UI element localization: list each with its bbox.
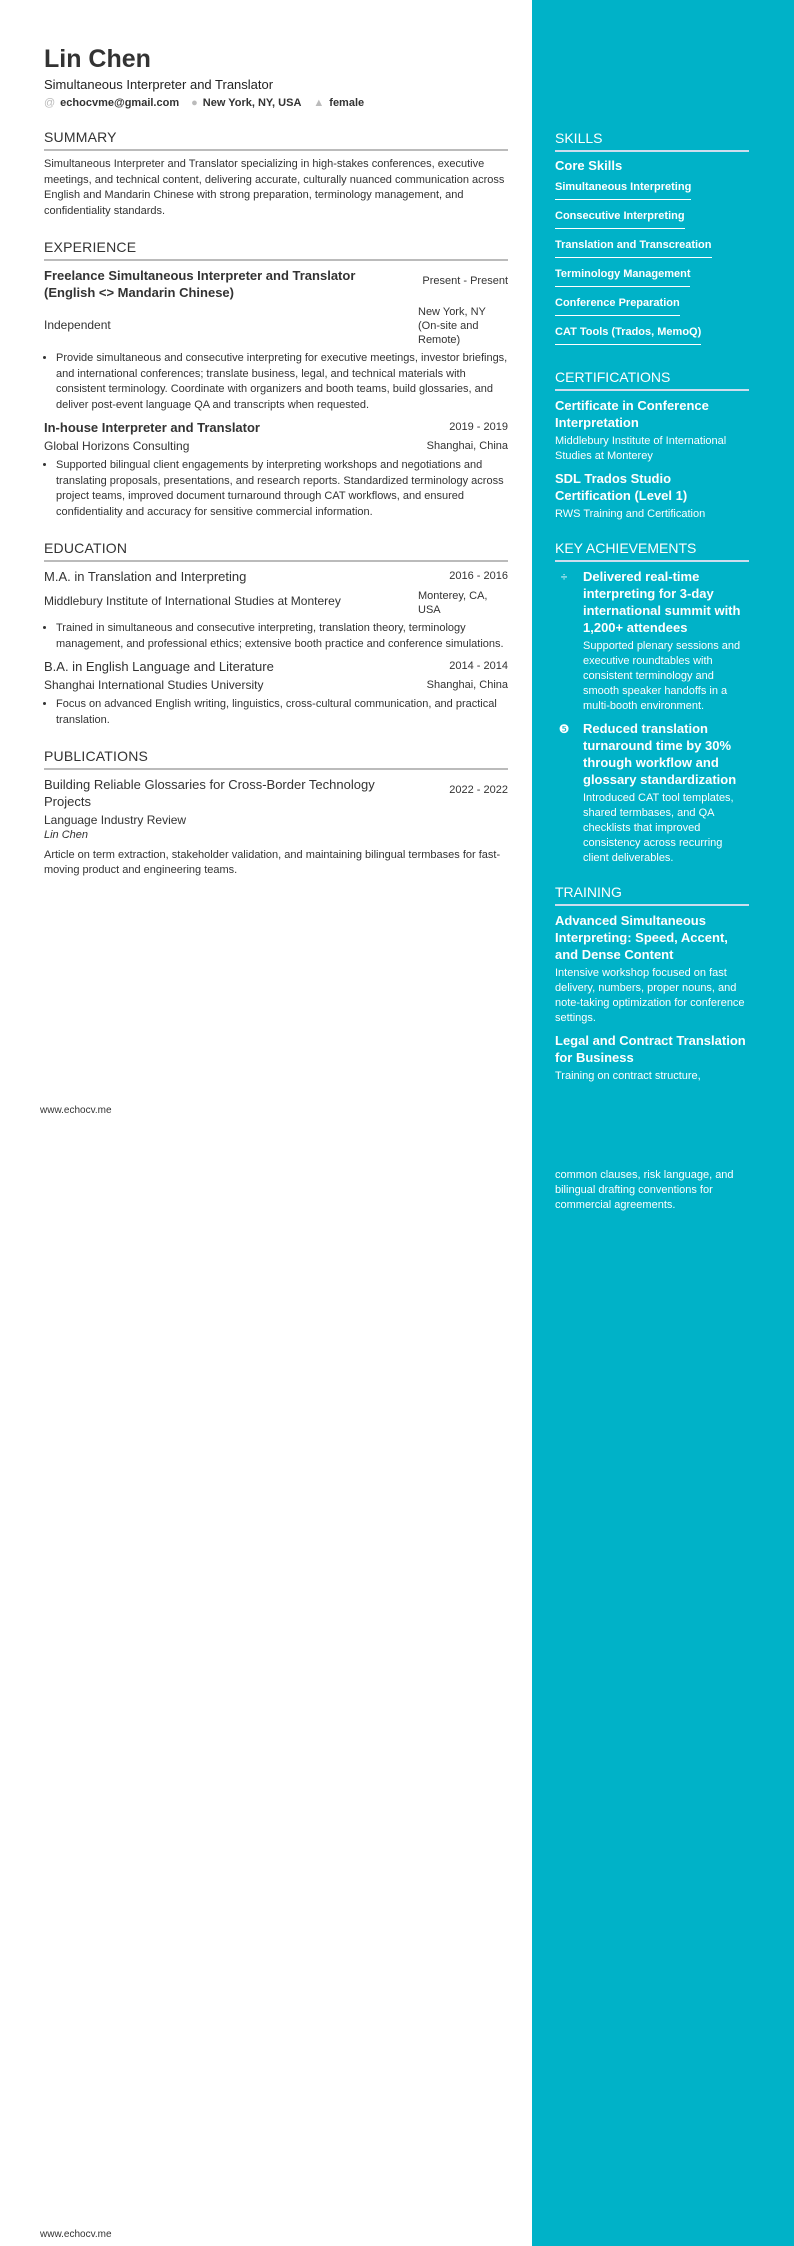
skill-item: Translation and Transcreation bbox=[555, 239, 712, 258]
section-heading: EXPERIENCE bbox=[44, 239, 508, 261]
training-title: Legal and Contract Translation for Business bbox=[555, 1033, 746, 1065]
sidebar bbox=[555, 130, 749, 1084]
certification-issuer: Middlebury Institute of International Studies at Monterey bbox=[555, 435, 727, 462]
certification-title: SDL Trados Studio Certification (Level 1) bbox=[555, 471, 688, 503]
skill-item: Simultaneous Interpreting bbox=[555, 181, 691, 200]
email-icon: @ bbox=[44, 97, 56, 109]
achievement-item bbox=[555, 568, 749, 714]
experience-entry bbox=[44, 419, 508, 520]
skill-item: Consecutive Interpreting bbox=[555, 210, 685, 229]
divide-icon: ÷ bbox=[560, 570, 568, 584]
degree: M.A. in Translation and Interpreting bbox=[44, 569, 247, 584]
entry-company: Independent bbox=[44, 318, 111, 332]
entry-date: 2019 - 2019 bbox=[449, 421, 508, 433]
entry-bullet: • Provide simultaneous and consecutive interpreting for executive meetings, investor briefings, and international conferences; translate business, legal, and technical materials with consistent terminology. Coordinate with organizers and booth teams, build glossaries, and deliver post-event language QA and transcripts when requested. bbox=[56, 351, 508, 413]
section-heading: SKILLS bbox=[555, 130, 749, 152]
achievement-title: Reduced translation turnaround time by 30% through workflow and glossary standardization bbox=[583, 721, 737, 787]
entry-bullet: • Focus on advanced English writing, linguistics, cross-cultural communication, and practical translation. bbox=[56, 697, 508, 728]
training-title: Advanced Simultaneous Interpreting: Speed, Accent, and Dense Content bbox=[555, 913, 728, 962]
footer-url[interactable]: www.echocv.me bbox=[40, 1105, 112, 1116]
skill-item: Conference Preparation bbox=[555, 297, 680, 316]
author: Lin Chen bbox=[44, 829, 89, 841]
publications-section bbox=[44, 748, 508, 879]
entry-location: Monterey, CA, USA bbox=[418, 590, 488, 616]
certification-issuer: RWS Training and Certification bbox=[555, 508, 706, 520]
school: Shanghai International Studies University bbox=[44, 678, 264, 692]
entry-title: Freelance Simultaneous Interpreter and Translator (English <> Mandarin Chinese) bbox=[44, 268, 356, 300]
achievement-description: Introduced CAT tool templates, shared termbases, and QA checklists that improved consistency across recurring client deliverables. bbox=[583, 792, 734, 864]
location-pin-icon: ● bbox=[191, 97, 198, 109]
summary-text: Simultaneous Interpreter and Translator specializing in high-stakes conferences, executive meetings, and technical content, delivering accurate, culturally nuanced communication across English and Mandarin Chinese with strong preparation, terminology management, and confidentiality standards. bbox=[44, 158, 505, 217]
publication-description: Article on term extraction, stakeholder validation, and maintaining bilingual termbases for fast-moving product and engineering teams. bbox=[44, 848, 501, 876]
job-title: Simultaneous Interpreter and Translator bbox=[44, 77, 274, 92]
entry-date: Present - Present bbox=[422, 275, 508, 287]
entry-title: In-house Interpreter and Translator bbox=[44, 420, 260, 435]
skill-list bbox=[555, 177, 749, 351]
section-heading: TRAINING bbox=[555, 884, 749, 906]
entry-company: Global Horizons Consulting bbox=[44, 439, 190, 453]
degree: B.A. in English Language and Literature bbox=[44, 659, 274, 674]
education-entry bbox=[44, 658, 508, 728]
section-heading: EDUCATION bbox=[44, 540, 508, 562]
entry-bullet: • Supported bilingual client engagements by interpreting workshops and negotiations and translating proposals, presentations, and research reports. Standardized terminology across project teams, improved document turnaround through CAT workflows, and ensured confidentiality and accuracy for sensitive commercial information. bbox=[56, 458, 508, 520]
footer-url[interactable]: www.echocv.me bbox=[40, 2229, 112, 2240]
email[interactable]: echocvme@gmail.com bbox=[60, 97, 180, 109]
location: New York, NY, USA bbox=[202, 97, 302, 109]
entry-bullet: • Trained in simultaneous and consecutive interpreting, translation theory, terminology management, and professional ethics; extensive booth practice and conference simulations. bbox=[56, 621, 508, 652]
contact-row bbox=[44, 97, 508, 109]
section-heading: SUMMARY bbox=[44, 129, 508, 151]
candidate-name: Lin Chen bbox=[44, 45, 151, 73]
entry-date: 2016 - 2016 bbox=[449, 570, 508, 582]
skill-item: CAT Tools (Trados, MemoQ) bbox=[555, 326, 701, 345]
section-heading: CERTIFICATIONS bbox=[555, 369, 749, 391]
publication-title: Building Reliable Glossaries for Cross-Border Technology Projects bbox=[44, 777, 375, 809]
education-section bbox=[44, 540, 508, 728]
entry-date: 2022 - 2022 bbox=[449, 784, 508, 796]
training-description: Training on contract structure, bbox=[555, 1070, 701, 1082]
experience-section bbox=[44, 239, 508, 520]
certification-title: Certificate in Conference Interpretation bbox=[555, 398, 709, 430]
experience-entry bbox=[44, 267, 508, 413]
badge-icon: ❺ bbox=[558, 722, 570, 736]
school: Middlebury Institute of International Studies at Monterey bbox=[44, 594, 341, 608]
entry-location: New York, NY (On-site and Remote) bbox=[418, 306, 486, 346]
achievement-item bbox=[555, 720, 749, 866]
entry-location: Shanghai, China bbox=[426, 440, 508, 452]
education-entry bbox=[44, 568, 508, 652]
achievement-title: Delivered real-time interpreting for 3-day international summit with 1,200+ attendees bbox=[583, 569, 741, 635]
entry-location: Shanghai, China bbox=[426, 679, 508, 691]
achievement-description: Supported plenary sessions and executive roundtables with consistent terminology and smooth speaker handoffs in a multi-booth environment. bbox=[583, 640, 741, 712]
training-description-continued: common clauses, risk language, and bilingual drafting conventions for commercial agreements. bbox=[555, 1169, 734, 1211]
publisher: Language Industry Review bbox=[44, 813, 187, 827]
section-heading: PUBLICATIONS bbox=[44, 748, 508, 770]
gender: female bbox=[329, 97, 365, 109]
main-column bbox=[44, 44, 508, 879]
entry-date: 2014 - 2014 bbox=[449, 660, 508, 672]
skill-item: Terminology Management bbox=[555, 268, 690, 287]
person-icon: ▲ bbox=[313, 97, 325, 109]
section-heading: KEY ACHIEVEMENTS bbox=[555, 540, 749, 562]
publication-entry bbox=[44, 776, 508, 879]
skill-group-title: Core Skills bbox=[555, 158, 623, 173]
summary-section bbox=[44, 129, 508, 219]
training-description: Intensive workshop focused on fast delivery, numbers, proper nouns, and note-taking optimization for conference settings. bbox=[555, 967, 745, 1024]
